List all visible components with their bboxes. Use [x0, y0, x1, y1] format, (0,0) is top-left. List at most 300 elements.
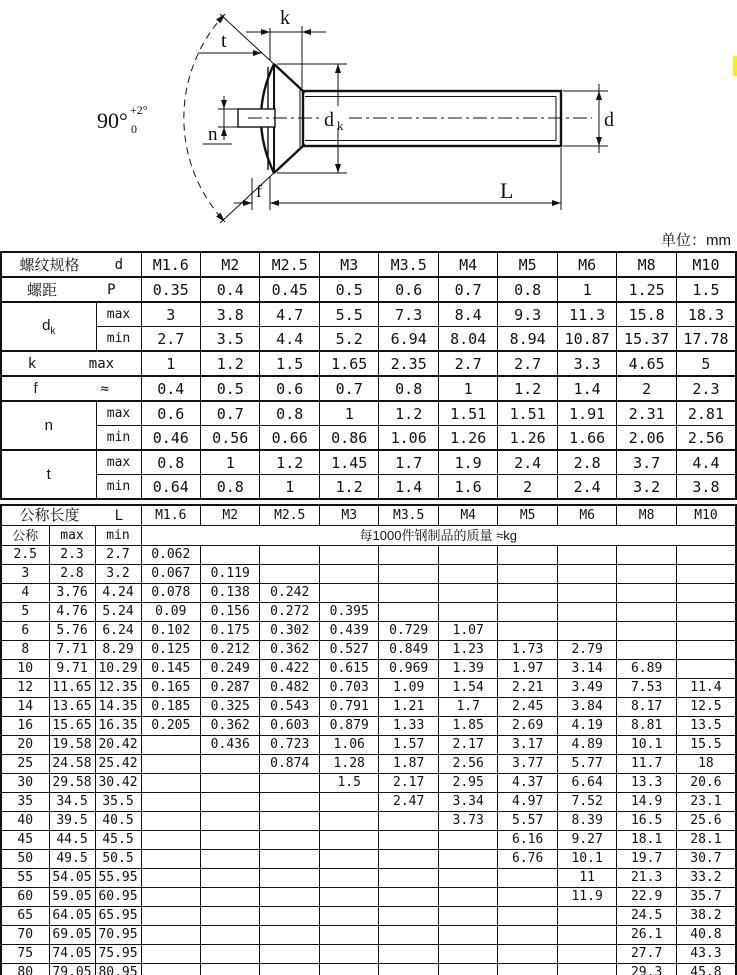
length-min-cell: 16.35	[95, 717, 141, 736]
weight-value-cell	[438, 831, 497, 850]
weight-value-cell: 1.54	[438, 679, 497, 698]
weight-value-cell	[319, 850, 378, 869]
weight-value-cell	[260, 565, 319, 584]
spec-value-cell: 3.2	[617, 475, 676, 500]
weight-value-cell	[201, 793, 260, 812]
dim-label-n: n	[208, 124, 218, 145]
length-min-cell: 3.2	[95, 565, 141, 584]
length-min-cell: 30.42	[95, 774, 141, 793]
weight-value-cell	[319, 546, 378, 565]
length-max-cell: 19.58	[49, 736, 95, 755]
weight-span-header: 每1000件钢制品的质量 ≈kg	[141, 526, 736, 546]
weight-value-cell: 0.078	[141, 584, 200, 603]
spec-value-cell: 4.4	[260, 327, 319, 352]
weight-value-cell	[617, 641, 676, 660]
svg-text:90°: 90°	[97, 108, 128, 133]
spec-value-cell: 0.8	[379, 376, 438, 401]
spec-value-cell: 1.06	[379, 426, 438, 451]
weight-value-cell: 3.14	[557, 660, 616, 679]
weight-value-cell: 6.64	[557, 774, 616, 793]
table-row	[1, 526, 736, 546]
weight-value-cell: 0.603	[260, 717, 319, 736]
table-row	[1, 505, 736, 526]
weight-value-cell: 9.27	[557, 831, 616, 850]
table-row	[1, 812, 736, 831]
weight-value-cell: 4.97	[498, 793, 557, 812]
spec-value-cell: 5.5	[319, 302, 378, 327]
table-row	[1, 641, 736, 660]
weight-value-cell	[260, 869, 319, 888]
spec-value-cell: 8.4	[438, 302, 497, 327]
weight-value-cell	[201, 869, 260, 888]
weight-value-cell	[201, 850, 260, 869]
weight-value-cell	[201, 926, 260, 945]
weight-value-cell	[319, 888, 378, 907]
spec-value-cell: 1.26	[438, 426, 497, 451]
weight-value-cell: 24.5	[617, 907, 676, 926]
spec-value-cell: 15.8	[617, 302, 676, 327]
weight-value-cell	[379, 907, 438, 926]
weight-value-cell	[319, 926, 378, 945]
weight-value-cell: 3.84	[557, 698, 616, 717]
weight-value-cell	[260, 907, 319, 926]
weight-value-cell	[438, 964, 497, 975]
weight-value-cell	[676, 641, 736, 660]
spec-value-cell: 0.6	[379, 277, 438, 302]
weight-value-cell	[379, 812, 438, 831]
weight-value-cell: 0.325	[201, 698, 260, 717]
weight-value-cell: 4.89	[557, 736, 616, 755]
screw-technical-drawing	[0, 0, 737, 228]
weight-value-cell: 4.37	[498, 774, 557, 793]
weight-value-cell	[379, 584, 438, 603]
weight-value-cell: 8.17	[617, 698, 676, 717]
weight-value-cell: 8.81	[617, 717, 676, 736]
weight-value-cell	[379, 546, 438, 565]
weight-value-cell	[379, 869, 438, 888]
weight-value-cell: 21.3	[617, 869, 676, 888]
spec-row-label: n	[1, 401, 96, 450]
weight-value-cell: 1.5	[319, 774, 378, 793]
weight-value-cell: 1.06	[319, 736, 378, 755]
spec-value-cell: 3	[141, 302, 200, 327]
weight-value-cell	[676, 660, 736, 679]
max-subheader: max	[96, 401, 141, 426]
weight-value-cell: 11.7	[617, 755, 676, 774]
table-row	[1, 831, 736, 850]
length-min-cell: 25.42	[95, 755, 141, 774]
spec-value-cell: 0.4	[201, 277, 260, 302]
weight-value-cell: 1.57	[379, 736, 438, 755]
nominal-length-cell: 35	[1, 793, 49, 812]
nominal-length-cell: 40	[1, 812, 49, 831]
weight-value-cell	[260, 964, 319, 975]
weight-value-cell: 0.062	[141, 546, 200, 565]
weight-value-cell	[379, 888, 438, 907]
length-max-cell: 59.05	[49, 888, 95, 907]
weight-value-cell	[557, 907, 616, 926]
weight-value-cell: 0.482	[260, 679, 319, 698]
weight-value-cell	[617, 546, 676, 565]
weight-value-cell: 6.89	[617, 660, 676, 679]
weight-value-cell: 11.9	[557, 888, 616, 907]
table-row	[1, 907, 736, 926]
table-row	[1, 964, 736, 975]
weight-value-cell: 20.6	[676, 774, 736, 793]
spec-value-cell: 9.3	[498, 302, 557, 327]
weight-value-cell: 1.33	[379, 717, 438, 736]
size-header-cell: M8	[617, 252, 676, 277]
table-row	[1, 888, 736, 907]
weight-value-cell	[319, 565, 378, 584]
table-row	[1, 869, 736, 888]
weight-value-cell: 26.1	[617, 926, 676, 945]
size-header-cell: M1.6	[141, 505, 200, 526]
weight-value-cell	[141, 888, 200, 907]
weight-value-cell	[201, 755, 260, 774]
weight-value-cell	[557, 964, 616, 975]
length-min-cell: 12.35	[95, 679, 141, 698]
weight-value-cell: 5.77	[557, 755, 616, 774]
spec-value-cell: 1.26	[498, 426, 557, 451]
weight-value-cell: 33.2	[676, 869, 736, 888]
spec-value-cell: 1.2	[201, 351, 260, 376]
unit-label: 单位：mm	[661, 232, 731, 249]
dimension-L	[270, 148, 561, 210]
nominal-length-cell: 75	[1, 945, 49, 964]
length-min-cell: 8.29	[95, 641, 141, 660]
weight-value-cell	[557, 546, 616, 565]
table-row	[1, 717, 736, 736]
length-min-cell: 80.95	[95, 964, 141, 975]
weight-value-cell	[319, 812, 378, 831]
spec-row-label: $d_k$	[1, 302, 96, 351]
weight-value-cell	[260, 774, 319, 793]
weight-value-cell	[319, 964, 378, 975]
weight-value-cell	[319, 584, 378, 603]
weight-value-cell: 0.175	[201, 622, 260, 641]
weight-value-cell: 0.874	[260, 755, 319, 774]
spec-value-cell: 1.6	[438, 475, 497, 500]
weight-value-cell	[260, 850, 319, 869]
weight-value-cell: 1.73	[498, 641, 557, 660]
weight-value-cell	[141, 964, 200, 975]
weight-value-cell	[379, 964, 438, 975]
weight-value-cell: 3.73	[438, 812, 497, 831]
weight-value-cell: 38.2	[676, 907, 736, 926]
length-max-cell: 44.5	[49, 831, 95, 850]
weight-value-cell	[557, 622, 616, 641]
spec-value-cell: 0.66	[260, 426, 319, 451]
dim-label-k: k	[280, 7, 290, 29]
length-max-cell: 15.65	[49, 717, 95, 736]
table-row	[1, 850, 736, 869]
spec-value-cell: 4.4	[676, 450, 736, 475]
spec-value-cell: 1.51	[498, 401, 557, 426]
weight-value-cell: 0.436	[201, 736, 260, 755]
weight-value-cell: 13.5	[676, 717, 736, 736]
nominal-length-cell: 45	[1, 831, 49, 850]
spec-value-cell: 1.25	[617, 277, 676, 302]
spec-value-cell: 0.5	[201, 376, 260, 401]
min-subheader: min	[96, 327, 141, 352]
weight-value-cell	[498, 907, 557, 926]
spec-value-cell: 1.4	[379, 475, 438, 500]
spec-value-cell: 3.7	[617, 450, 676, 475]
spec-value-cell: 4.7	[260, 302, 319, 327]
spec-value-cell: 2.56	[676, 426, 736, 451]
weight-value-cell	[141, 945, 200, 964]
weight-value-cell	[201, 774, 260, 793]
weight-value-cell	[201, 546, 260, 565]
spec-value-cell: 2.7	[438, 351, 497, 376]
weight-value-cell: 2.21	[498, 679, 557, 698]
table-row	[1, 401, 736, 426]
weight-value-cell: 7.52	[557, 793, 616, 812]
table-row	[1, 622, 736, 641]
weight-value-cell: 0.067	[141, 565, 200, 584]
spec-value-cell: 0.8	[141, 450, 200, 475]
spec-table	[0, 251, 737, 500]
nominal-length-cell: 65	[1, 907, 49, 926]
length-max-cell: 49.5	[49, 850, 95, 869]
table-row	[1, 603, 736, 622]
table-row	[1, 926, 736, 945]
nominal-length-cell: 8	[1, 641, 49, 660]
weight-value-cell: 15.5	[676, 736, 736, 755]
weight-value-cell: 3.49	[557, 679, 616, 698]
weight-value-cell: 14.9	[617, 793, 676, 812]
spec-value-cell: 2.81	[676, 401, 736, 426]
length-min-cell: 14.35	[95, 698, 141, 717]
weight-value-cell: 2.45	[498, 698, 557, 717]
weight-value-cell: 25.6	[676, 812, 736, 831]
weight-value-cell	[438, 888, 497, 907]
length-weight-table	[0, 504, 737, 975]
size-header-cell: M10	[676, 252, 736, 277]
weight-value-cell	[438, 869, 497, 888]
weight-value-cell	[438, 565, 497, 584]
spec-value-cell: 3.5	[201, 327, 260, 352]
spec-value-cell: 11.3	[557, 302, 616, 327]
weight-value-cell: 2.47	[379, 793, 438, 812]
weight-value-cell	[141, 736, 200, 755]
min-subheader: min	[96, 426, 141, 451]
svg-text:+2°: +2°	[130, 103, 148, 117]
weight-value-cell	[260, 812, 319, 831]
nominal-length-cell: 70	[1, 926, 49, 945]
weight-value-cell: 0.212	[201, 641, 260, 660]
weight-value-cell	[379, 565, 438, 584]
spec-value-cell: 3.3	[557, 351, 616, 376]
weight-value-cell: 2.79	[557, 641, 616, 660]
spec-value-cell: 2	[498, 475, 557, 500]
weight-value-cell	[557, 926, 616, 945]
length-max-cell: 3.76	[49, 584, 95, 603]
weight-value-cell: 12.5	[676, 698, 736, 717]
spec-value-cell: 2.8	[557, 450, 616, 475]
weight-value-cell	[201, 907, 260, 926]
weight-value-cell	[498, 603, 557, 622]
weight-value-cell	[141, 869, 200, 888]
weight-value-cell	[438, 907, 497, 926]
weight-value-cell: 0.439	[319, 622, 378, 641]
weight-value-cell	[557, 565, 616, 584]
spec-value-cell: 2	[617, 376, 676, 401]
weight-value-cell	[141, 793, 200, 812]
weight-value-cell: 1.07	[438, 622, 497, 641]
spec-value-cell: 1	[438, 376, 497, 401]
spec-header-label: 螺纹规格 d	[1, 252, 141, 277]
spec-value-cell: 1	[557, 277, 616, 302]
nominal-length-cell: 5	[1, 603, 49, 622]
weight-value-cell	[201, 831, 260, 850]
size-header-cell: M2	[201, 252, 260, 277]
spec-value-cell: 2.4	[557, 475, 616, 500]
max-subheader: max	[96, 302, 141, 327]
weight-value-cell	[319, 869, 378, 888]
length-min-cell: 70.95	[95, 926, 141, 945]
weight-value-cell: 0.969	[379, 660, 438, 679]
weight-value-cell: 0.729	[379, 622, 438, 641]
spec-value-cell: 0.8	[260, 401, 319, 426]
spec-value-cell: 0.4	[141, 376, 200, 401]
spec-value-cell: 1.4	[557, 376, 616, 401]
weight-value-cell: 1.28	[319, 755, 378, 774]
spec-value-cell: 0.7	[201, 401, 260, 426]
weight-value-cell: 0.156	[201, 603, 260, 622]
spec-value-cell: 0.5	[319, 277, 378, 302]
weight-value-cell: 16.5	[617, 812, 676, 831]
weight-value-cell	[438, 850, 497, 869]
table-row	[1, 698, 736, 717]
spec-value-cell: 1.65	[319, 351, 378, 376]
spec-value-cell: 2.4	[498, 450, 557, 475]
length-min-cell: 6.24	[95, 622, 141, 641]
weight-value-cell	[498, 945, 557, 964]
length-min-cell: 65.95	[95, 907, 141, 926]
length-max-cell: 74.05	[49, 945, 95, 964]
table-row	[1, 679, 736, 698]
spec-value-cell: 1.45	[319, 450, 378, 475]
weight-value-cell	[260, 926, 319, 945]
length-max-cell: 5.76	[49, 622, 95, 641]
weight-value-cell	[141, 831, 200, 850]
spec-value-cell: 2.31	[617, 401, 676, 426]
spec-row-label: t	[1, 450, 96, 499]
weight-value-cell	[141, 907, 200, 926]
spec-value-cell: 1	[141, 351, 200, 376]
dimension-t	[198, 50, 262, 56]
weight-value-cell: 0.125	[141, 641, 200, 660]
table-row	[1, 302, 736, 327]
highlight-artifact	[733, 56, 737, 76]
spec-value-cell: 0.45	[260, 277, 319, 302]
weight-value-cell	[201, 964, 260, 975]
length-max-cell: 7.71	[49, 641, 95, 660]
length-max-cell: 2.8	[49, 565, 95, 584]
spec-value-cell: 1.2	[319, 475, 378, 500]
dim-label-f: f	[256, 181, 262, 201]
size-header-cell: M3	[319, 505, 378, 526]
weight-value-cell: 3.77	[498, 755, 557, 774]
nominal-length-cell: 10	[1, 660, 49, 679]
weight-value-cell: 13.3	[617, 774, 676, 793]
weight-value-cell	[141, 850, 200, 869]
spec-value-cell: 1	[319, 401, 378, 426]
spec-value-cell: 0.6	[141, 401, 200, 426]
size-header-cell: M4	[438, 505, 497, 526]
weight-value-cell: 7.53	[617, 679, 676, 698]
weight-value-cell: 0.723	[260, 736, 319, 755]
spec-value-cell: 1.91	[557, 401, 616, 426]
length-max-cell: 64.05	[49, 907, 95, 926]
spec-value-cell: 0.35	[141, 277, 200, 302]
length-min-cell: 50.5	[95, 850, 141, 869]
weight-value-cell: 11.4	[676, 679, 736, 698]
weight-value-cell: 0.543	[260, 698, 319, 717]
length-min-cell: 4.24	[95, 584, 141, 603]
weight-value-cell: 0.242	[260, 584, 319, 603]
weight-value-cell: 45.8	[676, 964, 736, 975]
table-row	[1, 755, 736, 774]
length-max-cell: 9.71	[49, 660, 95, 679]
weight-value-cell: 1.85	[438, 717, 497, 736]
weight-value-cell: 0.249	[201, 660, 260, 679]
spec-value-cell: 1.2	[498, 376, 557, 401]
spec-row-label: k max	[1, 351, 141, 376]
spec-value-cell: 4.65	[617, 351, 676, 376]
length-header-label: 公称长度 L	[1, 505, 141, 526]
weight-value-cell	[201, 945, 260, 964]
weight-value-cell: 0.272	[260, 603, 319, 622]
length-max-cell: 11.65	[49, 679, 95, 698]
weight-value-cell	[617, 603, 676, 622]
weight-value-cell: 0.362	[201, 717, 260, 736]
weight-value-cell: 40.8	[676, 926, 736, 945]
table-row	[1, 584, 736, 603]
weight-value-cell: 0.422	[260, 660, 319, 679]
weight-value-cell: 0.302	[260, 622, 319, 641]
length-max-cell: 2.3	[49, 546, 95, 565]
size-header-cell: M6	[557, 505, 616, 526]
weight-value-cell	[438, 584, 497, 603]
spec-value-cell: 18.3	[676, 302, 736, 327]
spec-value-cell: 0.86	[319, 426, 378, 451]
dim-label-L: L	[500, 178, 514, 203]
length-max-cell: 24.58	[49, 755, 95, 774]
weight-value-cell: 2.17	[379, 774, 438, 793]
weight-value-cell: 5.57	[498, 812, 557, 831]
nominal-length-cell: 25	[1, 755, 49, 774]
weight-value-cell	[676, 584, 736, 603]
weight-value-cell: 0.287	[201, 679, 260, 698]
dim-label-d: d	[604, 109, 614, 131]
spec-value-cell: 3.8	[676, 475, 736, 500]
spec-value-cell: 7.3	[379, 302, 438, 327]
table-row	[1, 376, 736, 401]
spec-value-cell: 8.04	[438, 327, 497, 352]
weight-value-cell	[319, 831, 378, 850]
table-row	[1, 774, 736, 793]
weight-value-cell	[260, 945, 319, 964]
weight-value-cell: 0.395	[319, 603, 378, 622]
weight-value-cell	[498, 584, 557, 603]
length-min-cell: 75.95	[95, 945, 141, 964]
svg-text:d: d	[324, 109, 334, 131]
size-header-cell: M5	[498, 505, 557, 526]
weight-value-cell: 2.17	[438, 736, 497, 755]
